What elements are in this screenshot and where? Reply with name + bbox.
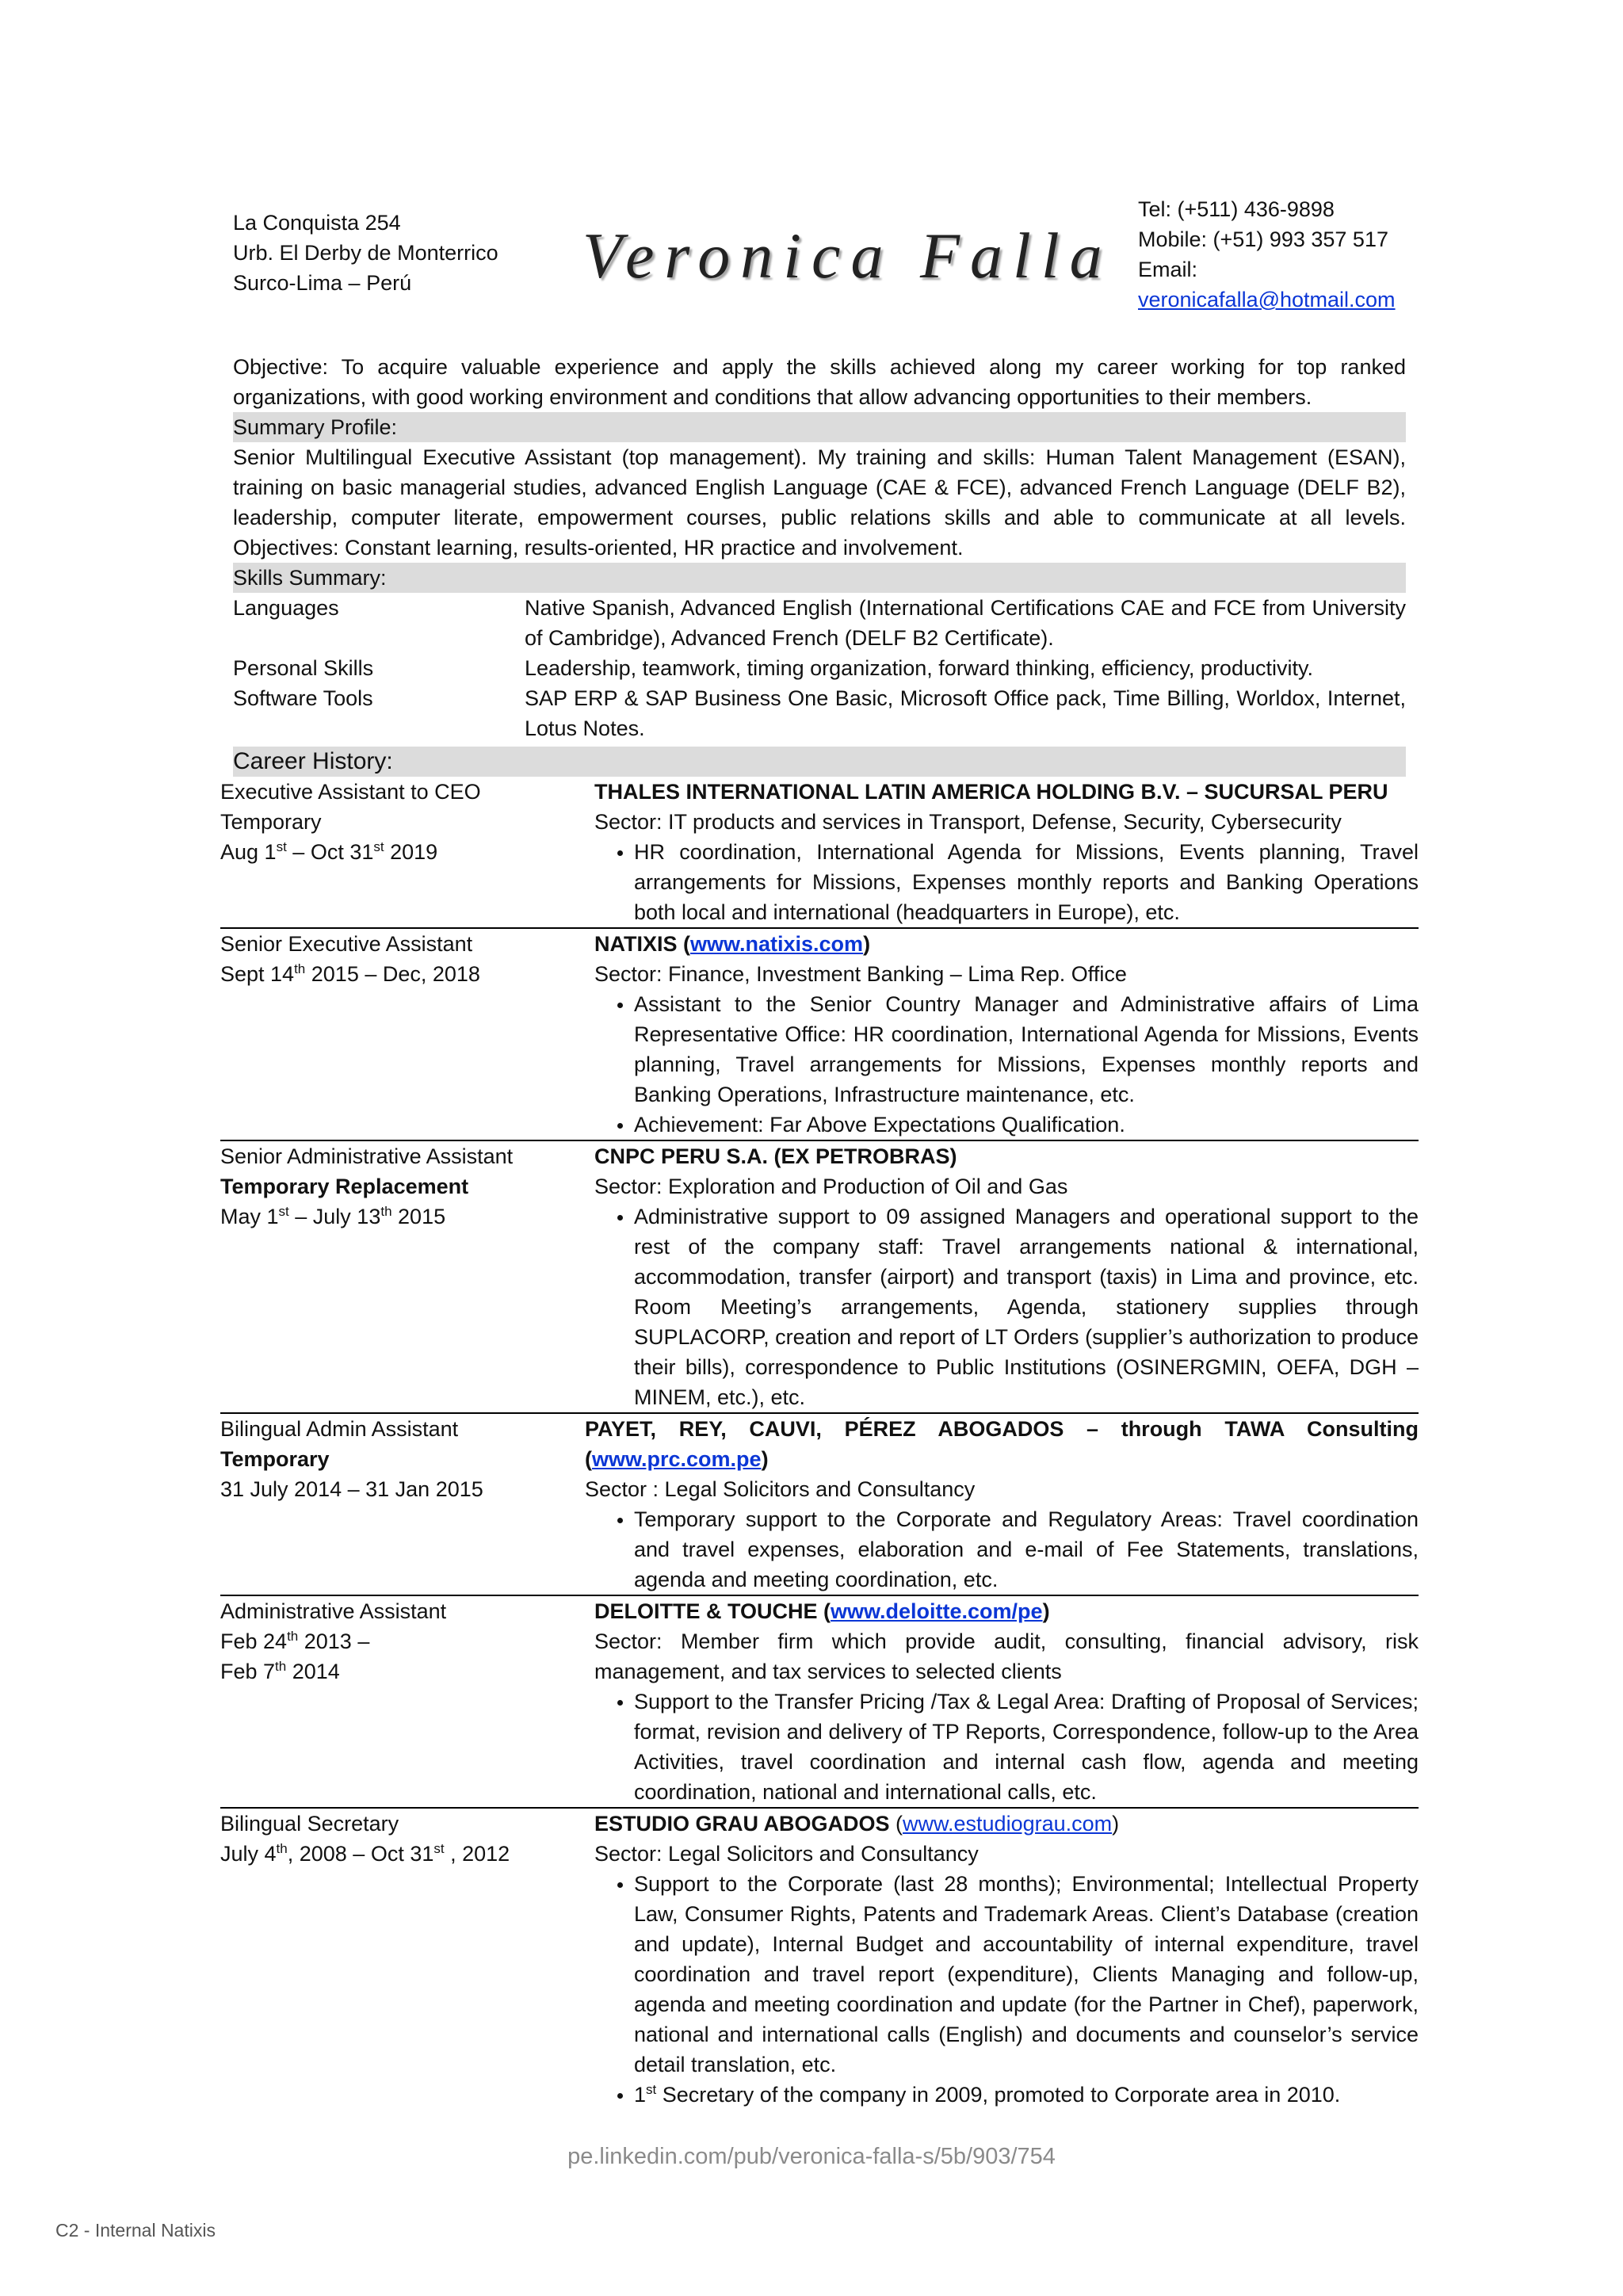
contact-block	[1138, 194, 1396, 315]
linkedin-url: pe.linkedin.com/pub/veronica-falla-s/5b/903/754	[567, 2144, 1056, 2169]
email-link[interactable]: veronicafalla@hotmail.com	[1138, 288, 1396, 311]
skill-row-languages	[233, 593, 1406, 653]
skill-row-software	[233, 683, 1406, 743]
duties-list	[594, 1869, 1419, 2110]
duties-list	[594, 1687, 1419, 1807]
job-dates: May 1st – July 13th 2015	[220, 1204, 446, 1228]
skill-row-personal	[233, 653, 1406, 683]
job-title: Bilingual Secretary	[220, 1812, 399, 1836]
entry-details	[585, 777, 1419, 927]
address-line-1: La Conquista 254	[233, 211, 401, 235]
duties-list	[594, 1201, 1419, 1412]
duty-item: • Administrative support to 09 assigned Managers and operational support to the rest of the company staff: Travel arrangements national & international, accommodation, transfer (airport) and transport (taxis) in Lima and province, etc. Room Meeting’s arrangements, Agenda, stationery supplies through SUPLACORP, creation and report of LT Orders (supplier’s authorization to produce their bills), correspondence to Public Institutions (OSINERGMIN, OEFA, DGH – MINEM, etc.), etc.	[634, 1201, 1419, 1412]
duties-list	[594, 989, 1419, 1140]
duty-item: • Temporary support to the Corporate and Regulatory Areas: Travel coordination and travel expenses, elaboration and e-mail of Fee Statements, translations, agenda and meeting coordination, etc.	[634, 1504, 1419, 1595]
company-link[interactable]: www.natixis.com	[690, 932, 864, 956]
job-title: Senior Administrative Assistant	[220, 1144, 514, 1168]
entry-details	[585, 929, 1419, 1140]
career-entry-cnpc	[220, 1141, 1419, 1414]
company-link[interactable]: www.estudiograu.com	[903, 1812, 1113, 1836]
mobile: Mobile: (+51) 993 357 517	[1138, 227, 1388, 251]
sector: Sector: Legal Solicitors and Consultancy	[594, 1842, 979, 1866]
job-title: Senior Executive Assistant	[220, 932, 473, 956]
job-title: Executive Assistant to CEO	[220, 780, 481, 804]
candidate-name: Veronica Falla	[582, 220, 1113, 292]
entry-role	[220, 1141, 585, 1412]
entry-details	[585, 1141, 1419, 1412]
address-line-3: Surco-Lima – Perú	[233, 271, 412, 295]
job-dates: Sept 14th 2015 – Dec, 2018	[220, 961, 480, 986]
skill-label: Personal Skills	[233, 656, 374, 680]
sector: Sector: Finance, Investment Banking – Lima Rep. Office	[594, 962, 1127, 986]
classification-label: C2 - Internal Natixis	[55, 2220, 216, 2241]
duty-item: • Assistant to the Senior Country Manager and Administrative affairs of Lima Representative Office: HR coordination, International Agenda for Missions, Events planning, Travel arrangements for Missions, Expenses monthly reports and Banking Operations, Infrastructure maintenance, etc.	[634, 989, 1419, 1110]
address-block	[233, 208, 498, 298]
company-link[interactable]: www.deloitte.com/pe	[831, 1599, 1043, 1623]
email-label: Email:	[1138, 258, 1198, 281]
company-name: THALES INTERNATIONAL LATIN AMERICA HOLDING B.V. – SUCURSAL PERU	[594, 780, 1388, 804]
career-entry-deloitte	[220, 1596, 1419, 1809]
duties-list	[594, 837, 1419, 927]
skill-value: Native Spanish, Advanced English (International Certifications CAE and FCE from University of Cambridge), Advanced French (DELF B2 Certificate).	[525, 596, 1406, 650]
job-title: Bilingual Admin Assistant	[220, 1417, 459, 1441]
job-dates: Feb 24th 2013 –	[220, 1629, 370, 1653]
duty-item: • 1st Secretary of the company in 2009, promoted to Corporate area in 2010.	[634, 2080, 1419, 2110]
duty-item: • HR coordination, International Agenda for Missions, Events planning, Travel arrangements for Missions, Expenses monthly reports and Banking Operations both local and international (headquarters in Europe), etc.	[634, 837, 1419, 927]
skill-value: SAP ERP & SAP Business One Basic, Microsoft Office pack, Time Billing, Worldox, Internet, Lotus Notes.	[525, 686, 1406, 740]
career-entry-payet	[220, 1414, 1419, 1596]
company-name: CNPC PERU S.A. (EX PETROBRAS)	[594, 1144, 957, 1168]
company-name: PAYET, REY, CAUVI, PÉREZ ABOGADOS – through TAWA Consulting (www.prc.com.pe)	[585, 1417, 1419, 1471]
duty-item: • Support to the Transfer Pricing /Tax & Legal Area: Drafting of Proposal of Services; format, revision and delivery of TP Reports, Correspondence, follow-up to the Area Activities, travel coordination and internal cash flow, agenda and meeting coordination, national and international calls, etc.	[634, 1687, 1419, 1807]
career-history	[220, 777, 1419, 2110]
entry-details	[585, 1596, 1419, 1807]
duties-list	[585, 1504, 1419, 1595]
career-entry-grau	[220, 1809, 1419, 2110]
sector: Sector : Legal Solicitors and Consultancy	[585, 1477, 976, 1501]
summary-text: Senior Multilingual Executive Assistant (top management). My training and skills: Human Talent Management (ESAN), training on basic managerial studies, advanced English Language (CAE & FCE), advanced French Language (DELF B2), leadership, computer literate, empowerment courses, public relations skills and able to communicate at all levels. Objectives: Constant learning, results-oriented, HR practice and involvement.	[233, 445, 1406, 560]
career-heading: Career History:	[233, 747, 1406, 777]
skills-heading: Skills Summary:	[233, 563, 1406, 593]
company-name: DELOITTE & TOUCHE (www.deloitte.com/pe)	[594, 1599, 1050, 1623]
sector: Sector: IT products and services in Transport, Defense, Security, Cybersecurity	[594, 810, 1342, 834]
sector: Sector: Exploration and Production of Oil and Gas	[594, 1175, 1068, 1198]
job-title: Administrative Assistant	[220, 1599, 447, 1623]
entry-details	[585, 1414, 1419, 1595]
skill-value: Leadership, teamwork, timing organization, forward thinking, efficiency, productivity.	[525, 656, 1313, 680]
career-entry-thales	[220, 777, 1419, 929]
entry-role	[220, 1809, 585, 2110]
job-dates: 31 July 2014 – 31 Jan 2015	[220, 1477, 483, 1501]
entry-details	[585, 1809, 1419, 2110]
entry-role	[220, 1414, 585, 1595]
entry-role	[220, 929, 585, 1140]
job-type: Temporary	[220, 810, 322, 834]
company-name: ESTUDIO GRAU ABOGADOS (www.estudiograu.com)	[594, 1812, 1120, 1836]
address-line-2: Urb. El Derby de Monterrico	[233, 241, 498, 265]
job-type: Temporary Replacement	[220, 1175, 469, 1198]
entry-role	[220, 1596, 585, 1807]
objective: Objective: To acquire valuable experience and apply the skills achieved along my career working for top ranked organizations, with good working environment and conditions that allow advancing opportunities to their members.	[233, 355, 1406, 409]
skill-label: Languages	[233, 596, 339, 620]
duty-item: • Support to the Corporate (last 28 months); Environmental; Intellectual Property Law, Consumer Rights, Patents and Trademark Areas. Client’s Database (creation and update), Internal Budget and accountability of internal expenditure, travel coordination and travel report (expenditure), Clients Managing and follow-up, agenda and meeting coordination and update (for the Partner in Chef), paperwork, national and international calls (English) and documents and counselor’s service detail translation, etc.	[634, 1869, 1419, 2080]
sector: Sector: Member firm which provide audit, consulting, financial advisory, risk management, and tax services to selected clients	[594, 1629, 1419, 1683]
job-dates-end: Feb 7th 2014	[220, 1659, 340, 1683]
main-sections	[233, 352, 1406, 777]
entry-role	[220, 777, 585, 927]
job-dates: July 4th, 2008 – Oct 31st , 2012	[220, 1841, 510, 1866]
job-type: Temporary	[220, 1447, 330, 1471]
career-entry-natixis	[220, 929, 1419, 1141]
duty-item: • Achievement: Far Above Expectations Qualification.	[634, 1110, 1419, 1140]
tel: Tel: (+511) 436-9898	[1138, 197, 1335, 221]
summary-heading: Summary Profile:	[233, 412, 1406, 442]
skill-label: Software Tools	[233, 686, 373, 710]
company-name: NATIXIS (www.natixis.com)	[594, 932, 871, 956]
job-dates: Aug 1st – Oct 31st 2019	[220, 839, 438, 864]
company-link[interactable]: www.prc.com.pe	[592, 1447, 762, 1471]
